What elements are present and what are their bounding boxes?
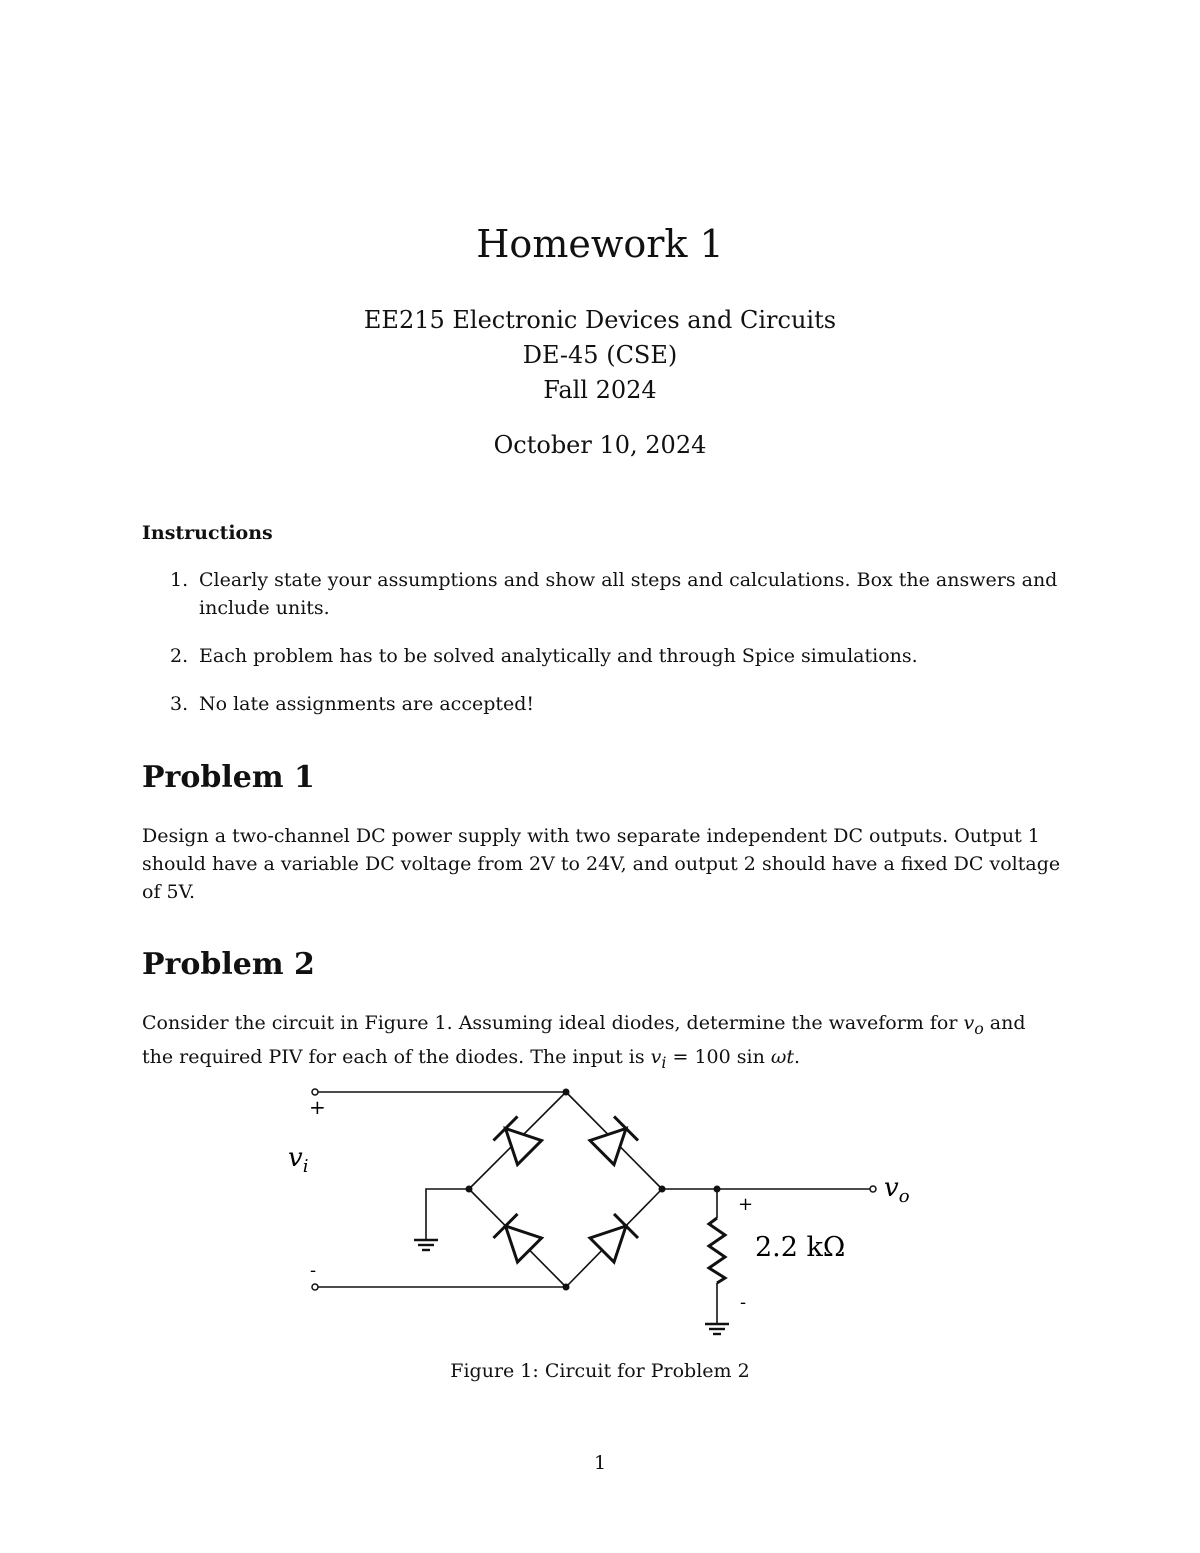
ground-icon (414, 1240, 438, 1250)
list-item-text: No late assignments are accepted! (199, 693, 535, 715)
math-var-letter: v (650, 1045, 662, 1068)
problem-1-heading: Problem 1 (142, 760, 315, 795)
math-var-subscript: i (661, 1052, 667, 1072)
list-item-text: Clearly state your assumptions and show all steps and calculations. Box the answers and include units. (199, 569, 1058, 619)
resistor-minus-label: - (740, 1292, 747, 1313)
document-date: October 10, 2024 (493, 431, 707, 459)
resistor-plus-label: + (738, 1194, 754, 1215)
resistor-symbol (709, 1218, 725, 1283)
list-item-number: 1. (170, 569, 189, 591)
term: Fall 2024 (543, 376, 657, 404)
junction-dot (563, 1284, 570, 1291)
output-voltage-label (884, 1173, 910, 1207)
math-var-subscript: o (974, 1018, 984, 1038)
problem-2-text-part: Consider the circuit in Figure 1. Assuming ideal diodes, determine the waveform for (142, 1012, 964, 1034)
instructions-heading: Instructions (142, 522, 273, 544)
input-voltage-subscript: i (302, 1156, 309, 1177)
input-voltage-label (288, 1143, 308, 1177)
output-terminal (870, 1186, 876, 1192)
junction-dot (714, 1186, 721, 1193)
problem-2-heading: Problem 2 (142, 947, 315, 982)
section-name: DE-45 (CSE) (522, 341, 678, 369)
document-title: Homework 1 (476, 222, 724, 266)
input-terminal-bottom (312, 1284, 318, 1290)
input-voltage-letter: v (288, 1143, 303, 1173)
junction-dot (659, 1186, 666, 1193)
course-name: EE215 Electronic Devices and Circuits (363, 306, 837, 334)
problem-2-text-part: = 100 sin (666, 1045, 771, 1068)
list-item-number: 3. (170, 693, 189, 715)
ground-icon (705, 1324, 729, 1334)
list-item-text: Each problem has to be solved analytically and through Spice simulations. (199, 645, 918, 667)
junction-dot (466, 1186, 473, 1193)
bridge-ground-wire (426, 1189, 469, 1240)
problem-2-text-part: and the required PIV for each of the diodes. The input is (142, 1012, 1026, 1068)
math-var-letter: v (963, 1012, 975, 1034)
page-number: 1 (593, 1452, 607, 1474)
output-voltage-subscript: o (898, 1186, 910, 1207)
resistor-value-label: 2.2 kΩ (755, 1232, 846, 1263)
output-voltage-letter: v (884, 1173, 899, 1203)
problem-2-text-part: . (794, 1045, 801, 1068)
input-minus-label: - (310, 1260, 317, 1281)
math-omega-t: ωt (770, 1045, 795, 1068)
list-item-number: 2. (170, 645, 189, 667)
junction-dot (563, 1089, 570, 1096)
input-plus-label: + (309, 1095, 326, 1119)
problem-1-text: Design a two-channel DC power supply with two separate independent DC outputs. Output 1 should have a variable DC voltage from 2V to 24V, and output 2 should have a fixed DC voltage of 5V. (142, 825, 1061, 903)
figure-caption: Figure 1: Circuit for Problem 2 (450, 1360, 750, 1382)
